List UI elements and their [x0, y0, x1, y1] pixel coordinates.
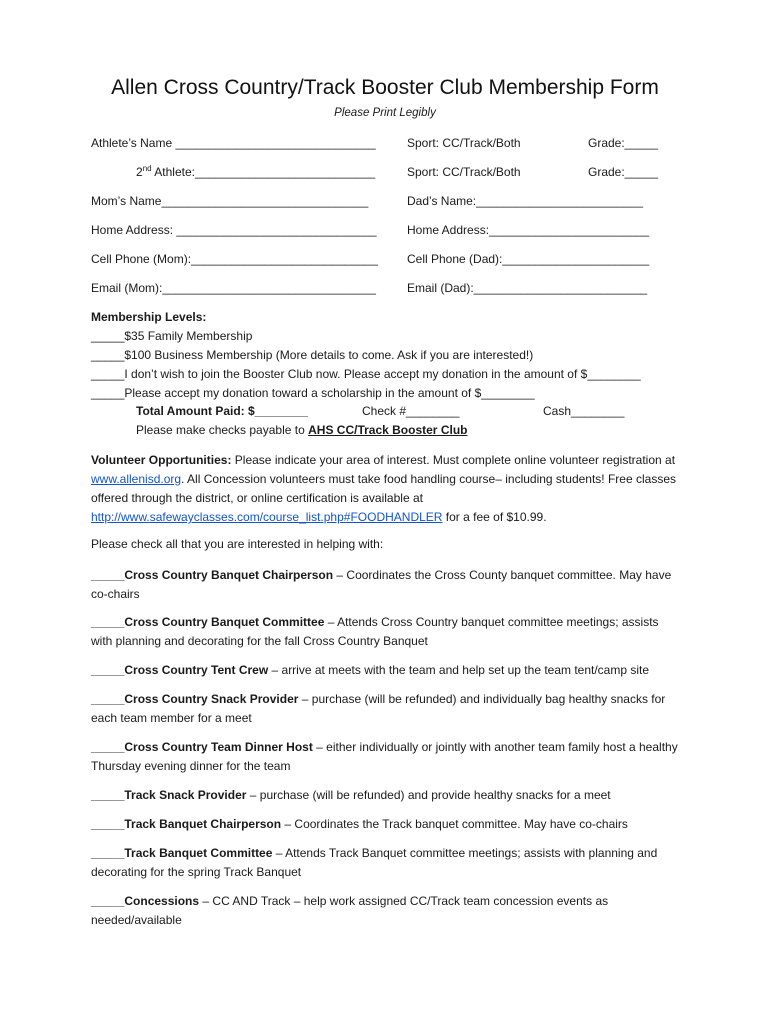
mom-name-field[interactable]: Mom’s Name_______________________________	[91, 194, 369, 208]
volunteer-paragraph	[91, 451, 681, 527]
allenisd-link[interactable]: www.allenisd.org	[91, 472, 182, 486]
role-title: _____Cross Country Banquet Chairperson	[91, 568, 334, 582]
grade-field-2[interactable]: Grade:_____	[588, 165, 659, 179]
payable-prefix: Please make checks payable to	[136, 423, 309, 437]
check-number-field[interactable]: Check #________	[362, 404, 460, 418]
form-title: Allen Cross Country/Track Booster Club Membership Form	[111, 76, 659, 99]
second-athlete-field[interactable]	[136, 165, 375, 179]
volunteer-role[interactable]	[91, 613, 681, 651]
cell-phone-dad-field[interactable]: Cell Phone (Dad):______________________	[407, 252, 650, 266]
volunteer-heading: Volunteer Opportunities:	[91, 453, 232, 467]
role-desc: – purchase (will be refunded) and provide healthy snacks for a meet	[246, 788, 611, 802]
volunteer-role[interactable]	[91, 738, 681, 776]
volunteer-role[interactable]	[91, 566, 681, 604]
email-mom-field[interactable]: Email (Mom):________________________________	[91, 281, 376, 295]
role-desc: – CC AND Track – help work assigned CC/Track team concession events as needed/available	[91, 894, 609, 927]
role-title: _____Track Snack Provider	[91, 788, 247, 802]
home-address-field-2[interactable]: Home Address:________________________	[407, 223, 650, 237]
membership-option[interactable]: _____$35 Family Membership	[91, 329, 253, 343]
athlete-name-field[interactable]: Athlete’s Name ______________________________	[91, 136, 376, 150]
role-title: _____Track Banquet Committee	[91, 846, 273, 860]
role-title: _____Cross Country Tent Crew	[91, 663, 269, 677]
role-desc: – either individually or jointly with another team family host a healthy Thursday evening dinner for the team	[91, 740, 678, 773]
volunteer-role[interactable]	[91, 786, 681, 805]
volunteer-text-3: for a fee of $10.99.	[442, 510, 547, 524]
cash-field[interactable]: Cash________	[543, 404, 625, 418]
role-title: _____Concessions	[91, 894, 200, 908]
grade-field-1[interactable]: Grade:_____	[588, 136, 659, 150]
volunteer-role[interactable]	[91, 844, 681, 882]
role-title: _____Cross Country Banquet Committee	[91, 615, 325, 629]
home-address-field-1[interactable]: Home Address: ______________________________	[91, 223, 377, 237]
volunteer-role[interactable]	[91, 690, 681, 728]
volunteer-text-2: . All Concession volunteers must take food handling course– including students! Free classes offered through the district, or online certification is available at	[91, 472, 676, 505]
membership-option[interactable]: _____Please accept my donation toward a scholarship in the amount of $________	[91, 386, 535, 400]
role-desc: – Coordinates the Cross County banquet committee. May have co-chairs	[91, 568, 672, 601]
role-title: _____Cross Country Team Dinner Host	[91, 740, 313, 754]
membership-option[interactable]: _____$100 Business Membership (More details to come. Ask if you are interested!)	[91, 348, 534, 362]
sport-field-2[interactable]: Sport: CC/Track/Both	[407, 165, 521, 179]
safeway-link[interactable]: http://www.safewayclasses.com/course_list.php#FOODHANDLER	[91, 510, 443, 524]
check-all-instruction: Please check all that you are interested in helping with:	[91, 537, 384, 551]
volunteer-role[interactable]	[91, 815, 681, 834]
role-desc: – Attends Track Banquet committee meetings; assists with planning and decorating for the spring Track Banquet	[91, 846, 658, 879]
membership-option[interactable]: _____I don’t wish to join the Booster Club now. Please accept my donation in the amount of $________	[91, 367, 641, 381]
email-dad-field[interactable]: Email (Dad):__________________________	[407, 281, 648, 295]
role-title: _____Track Banquet Chairperson	[91, 817, 282, 831]
role-desc: – Attends Cross Country banquet committee meetings; assists with planning and decorating for the fall Cross Country Banquet	[91, 615, 659, 648]
cell-phone-mom-field[interactable]: Cell Phone (Mom):____________________________	[91, 252, 378, 266]
total-amount-field[interactable]: Total Amount Paid: $________	[136, 404, 309, 418]
second-athlete-prefix: 2	[136, 165, 143, 179]
membership-heading: Membership Levels:	[91, 310, 207, 324]
second-athlete-label: Athlete:___________________________	[151, 165, 376, 179]
second-athlete-sup: nd	[142, 164, 152, 173]
role-desc: – purchase (will be refunded) and individually bag healthy snacks for each team member for a meet	[91, 692, 666, 725]
volunteer-role[interactable]	[91, 892, 681, 930]
volunteer-role[interactable]	[91, 661, 681, 680]
payable-to: AHS CC/Track Booster Club	[308, 423, 468, 437]
role-desc: – Coordinates the Track banquet committee. May have co-chairs	[281, 817, 628, 831]
volunteer-text-1: Please indicate your area of interest. Must complete online volunteer registration at	[231, 453, 676, 467]
dad-name-field[interactable]: Dad’s Name:_________________________	[407, 194, 643, 208]
payable-note	[136, 423, 467, 437]
sport-field-1[interactable]: Sport: CC/Track/Both	[407, 136, 521, 150]
role-desc: – arrive at meets with the team and help set up the team tent/camp site	[268, 663, 650, 677]
role-title: _____Cross Country Snack Provider	[91, 692, 299, 706]
form-subtitle: Please Print Legibly	[334, 107, 436, 119]
